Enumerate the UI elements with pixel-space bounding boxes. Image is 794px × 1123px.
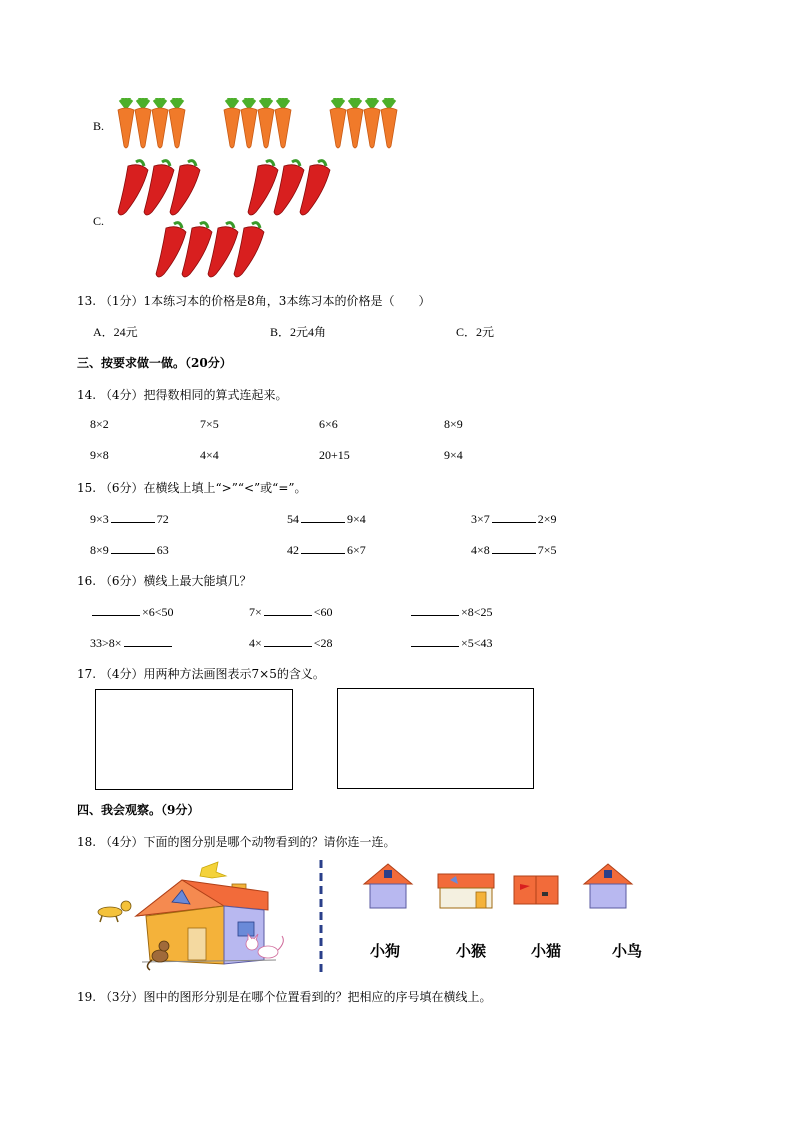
q15-item: 3×7 2×9 bbox=[471, 512, 557, 526]
drawing-box-1[interactable] bbox=[95, 689, 293, 790]
q14-expression: 9×4 bbox=[444, 448, 463, 462]
q14-expression: 4×4 bbox=[200, 448, 219, 462]
house-back-view-icon bbox=[584, 864, 632, 908]
answer-blank[interactable] bbox=[264, 634, 312, 647]
q16-item: ×5<43 bbox=[409, 634, 493, 651]
answer-blank[interactable] bbox=[111, 510, 155, 523]
q15-item: 8×9 63 bbox=[90, 543, 169, 557]
bird-icon bbox=[200, 862, 226, 878]
question-17: 17. （4分）用两种方法画图表示7×5的含义。 bbox=[77, 667, 325, 681]
question-19: 19. （3分）图中的图形分别是在哪个位置看到的？把相应的序号填在横线上。 bbox=[77, 990, 492, 1004]
q14-expression: 7×5 bbox=[200, 417, 219, 431]
answer-blank[interactable] bbox=[92, 603, 140, 616]
q16-item: 33>8× bbox=[90, 634, 174, 651]
q14-expression: 9×8 bbox=[90, 448, 109, 462]
q16-item: ×8<25 bbox=[409, 603, 493, 620]
dashed-divider bbox=[318, 860, 324, 972]
q16-item: 4× <28 bbox=[249, 636, 333, 650]
animal-label-monkey: 小猴 bbox=[456, 942, 487, 960]
q14-expression: 6×6 bbox=[319, 417, 338, 431]
q16-item: 7× <60 bbox=[249, 605, 333, 619]
option-c-label: C. bbox=[93, 214, 105, 228]
option-b-label: B. bbox=[93, 119, 105, 133]
q13-option-c: C．2元 bbox=[456, 325, 495, 339]
answer-blank[interactable] bbox=[301, 541, 345, 554]
q15-item: 4×8 7×5 bbox=[471, 543, 557, 557]
q16-item: ×6<50 bbox=[90, 603, 174, 620]
q14-expression: 20+15 bbox=[319, 448, 350, 462]
house-front-view-icon bbox=[364, 864, 412, 908]
drawing-box-2[interactable] bbox=[337, 688, 534, 789]
house-side-view-icon bbox=[438, 874, 494, 908]
answer-blank[interactable] bbox=[411, 634, 459, 647]
house-views-image bbox=[360, 860, 640, 912]
answer-blank[interactable] bbox=[124, 634, 172, 647]
q14-expression: 8×9 bbox=[444, 417, 463, 431]
q15-item: 9×3 72 bbox=[90, 512, 169, 526]
q13-option-a: A．24元 bbox=[93, 325, 138, 339]
animal-label-bird: 小鸟 bbox=[612, 942, 643, 960]
answer-blank[interactable] bbox=[264, 603, 312, 616]
carrot-groups-image bbox=[114, 98, 404, 150]
answer-blank[interactable] bbox=[111, 541, 155, 554]
q15-item: 42 6×7 bbox=[287, 543, 366, 557]
answer-blank[interactable] bbox=[492, 541, 536, 554]
q14-expression: 8×2 bbox=[90, 417, 109, 431]
section-4-title: 四、我会观察。（9分） bbox=[77, 803, 200, 817]
q15-item: 54 9×4 bbox=[287, 512, 366, 526]
house-top-view-icon bbox=[514, 876, 558, 904]
question-18: 18. （4分）下面的图分别是哪个动物看到的？请你连一连。 bbox=[77, 835, 396, 849]
dog-icon bbox=[98, 901, 131, 922]
answer-blank[interactable] bbox=[301, 510, 345, 523]
question-14: 14. （4分）把得数相同的算式连起来。 bbox=[77, 388, 288, 402]
question-15: 15. （6分）在横线上填上“>”“<”或“=”。 bbox=[77, 481, 307, 495]
question-13: 13. （1分）1本练习本的价格是8角，3本练习本的价格是（ ） bbox=[77, 294, 431, 308]
animal-label-dog: 小狗 bbox=[370, 942, 401, 960]
question-16: 16. （6分）横线上最大能填几？ bbox=[77, 574, 252, 588]
section-3-title: 三、按要求做一做。（20分） bbox=[77, 356, 232, 370]
pepper-groups-image bbox=[112, 156, 352, 280]
q13-option-b: B．2元4角 bbox=[270, 325, 327, 339]
answer-blank[interactable] bbox=[492, 510, 536, 523]
answer-blank[interactable] bbox=[411, 603, 459, 616]
animal-label-cat: 小猫 bbox=[531, 942, 562, 960]
house-scene-image bbox=[92, 856, 298, 974]
